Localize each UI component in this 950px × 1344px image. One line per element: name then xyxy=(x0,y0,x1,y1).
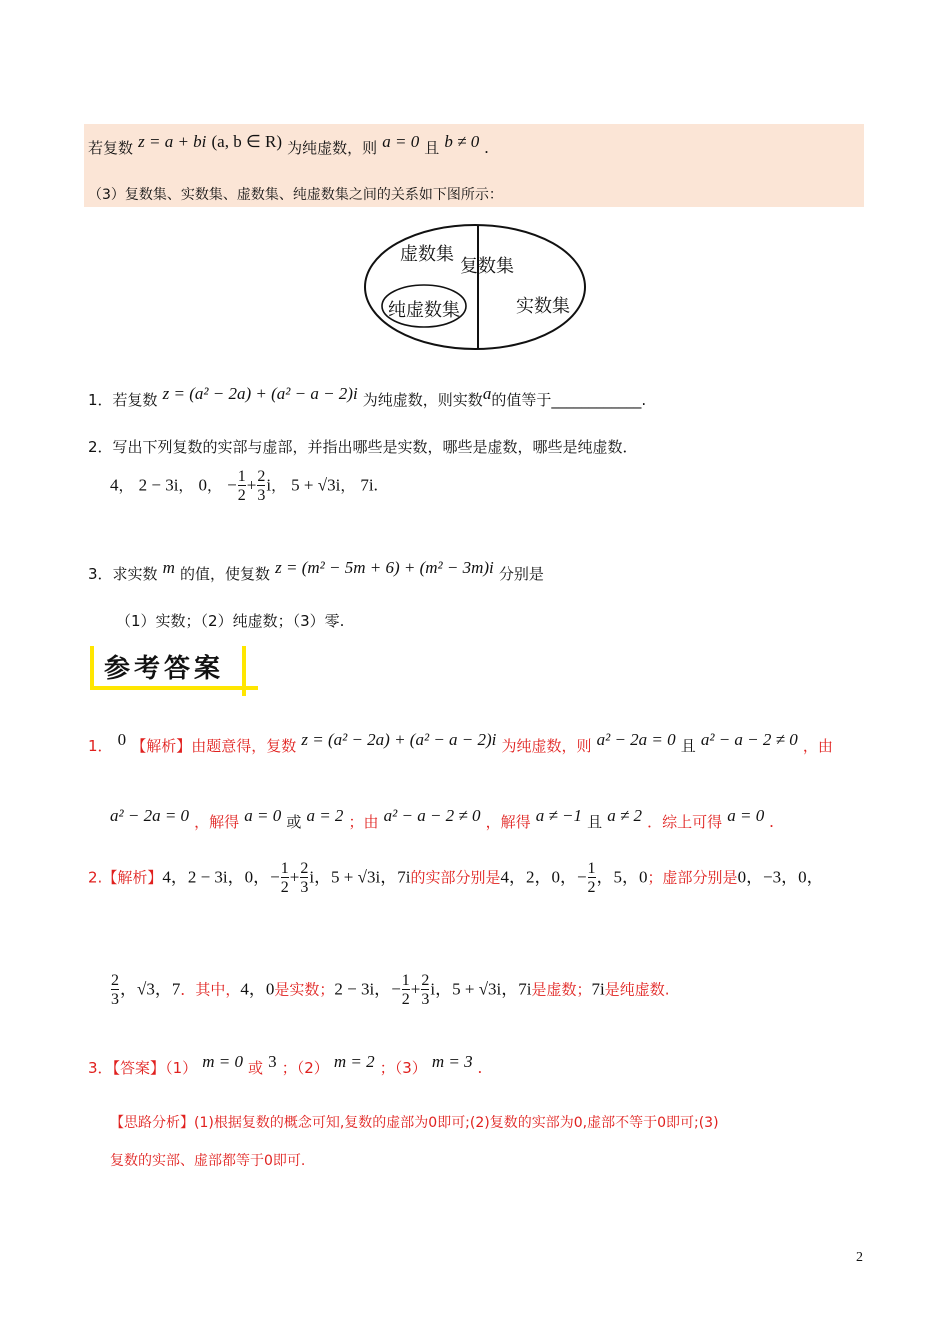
formula: b ≠ 0 xyxy=(444,132,480,151)
formula: 3 xyxy=(268,1052,277,1071)
formula: a = 0 xyxy=(382,132,420,151)
fraction: $\frac{2}{3}$ xyxy=(111,972,119,1008)
answer-text: 为纯虚数，则 xyxy=(501,737,592,755)
complex-number: 5 + √3i xyxy=(291,475,341,495)
answers-heading-box xyxy=(90,646,258,692)
question-2 xyxy=(88,436,638,457)
answer-2-line-2: $\frac{2}{3}$ ，√3，7．其中，4，0是实数；2 − 3i，− $\frac{1}{2}$ + $\frac{2}{3}$ i，5 + √3i，7i是虚数；7i是纯虚数. xyxy=(111,972,670,1008)
definition-text: 且 xyxy=(424,139,440,157)
answer-text: 是纯虚数. xyxy=(604,980,670,999)
formula: m = 2 xyxy=(333,1052,375,1071)
answer-number: 2. xyxy=(88,868,103,887)
real-set-label: 实数集 xyxy=(516,296,570,317)
question-1 xyxy=(88,384,646,410)
page-number: 2 xyxy=(856,1250,863,1265)
pure-imag-set-label: 纯虚数集 xyxy=(388,300,460,321)
answer-tag: 【解析】 xyxy=(131,737,192,755)
definition-text: 若复数 xyxy=(88,139,134,157)
answer-text: ，解得 xyxy=(194,813,240,831)
fraction: $\frac{1}{2}$ xyxy=(280,860,289,896)
answer-1-line-2 xyxy=(110,806,774,832)
complex-numbers: 4，2 − 3i，0， xyxy=(162,867,271,887)
answer-text: ；（2） xyxy=(281,1059,329,1077)
question-text: 为纯虚数，则实数 xyxy=(362,391,483,409)
complex-number: 0 xyxy=(198,475,208,495)
real-numbers: 4，0 xyxy=(240,979,275,999)
formula: a ≠ −1 xyxy=(535,806,583,825)
formula: a = 0 xyxy=(727,806,765,825)
formula: a xyxy=(482,384,492,403)
question-3-parts: （1）实数；（2）纯虚数；（3）零. xyxy=(116,612,345,630)
formula: a ≠ 2 xyxy=(607,806,643,825)
answer-3-analysis-1 xyxy=(110,1112,719,1132)
real-parts: ，5，0 xyxy=(596,867,648,887)
complex-number: 2 − 3i xyxy=(138,475,179,495)
real-parts: 4，2，0， xyxy=(500,867,577,887)
answer-text: 且 xyxy=(587,813,603,831)
answer-1-line-1 xyxy=(88,730,833,756)
imag-numbers: 2 − 3i， xyxy=(334,979,392,999)
answer-text: （1） xyxy=(165,1059,198,1077)
question-text: 写出下列复数的实部与虚部，并指出哪些是实数，哪些是虚数，哪些是纯虚数． xyxy=(112,438,638,456)
answer-text: 或 xyxy=(286,813,302,831)
complex-set-ellipse xyxy=(365,225,585,349)
fraction: $\frac{1}{2}$ xyxy=(401,972,410,1008)
set-diagram xyxy=(362,222,588,354)
answer-value: 0 xyxy=(117,730,127,749)
definition-text: . xyxy=(484,138,489,157)
fraction: $\frac{2}{3}$ xyxy=(300,860,309,896)
definition-line-1 xyxy=(88,132,489,158)
definition-text: 为纯虚数，则 xyxy=(287,139,378,157)
question-number: 2． xyxy=(88,438,113,456)
answer-text: . xyxy=(477,1058,482,1077)
question-text: 若复数 xyxy=(112,391,158,409)
answer-3-line-1 xyxy=(88,1052,482,1078)
formula: z = (m² − 5m + 6) + (m² − 3m)i xyxy=(275,558,494,577)
answer-text: ，由 xyxy=(802,737,833,755)
formula: z = (a² − 2a) + (a² − a − 2)i xyxy=(162,384,358,403)
formula: m xyxy=(162,558,175,577)
fraction: $\frac{2}{3}$ xyxy=(257,468,266,504)
question-text: 的值，使复数 xyxy=(180,565,271,583)
question-3 xyxy=(88,558,544,584)
answer-number: 3． xyxy=(88,1059,113,1077)
fraction: $\frac{1}{2}$ xyxy=(587,860,596,896)
answer-text: 或 xyxy=(248,1059,264,1077)
formula: a² − a − 2 ≠ 0 xyxy=(700,730,798,749)
pure-imag-number: 7i xyxy=(591,979,605,999)
formula-condition: (a, b ∈ R) xyxy=(211,132,283,151)
answer-tag: 【答案】 xyxy=(112,1059,166,1077)
answer-3-analysis-2: 复数的实部、虚部都等于0即可. xyxy=(110,1153,306,1169)
answer-tag: 【解析】 xyxy=(102,868,163,887)
answer-2-line-1: 2.【解析】4，2 − 3i，0，− $\frac{1}{2}$ + $\frac{2}{3}$ i，5 + √3i，7i的实部分别是4，2，0，− $\frac{1}{2}$ ，5，0；虚部分别是0，−3，0， xyxy=(88,860,824,896)
imag-parts: 0，−3，0， xyxy=(737,867,824,887)
imag-set-label: 虚数集 xyxy=(400,244,454,265)
answer-text: 的实部分别是 xyxy=(410,868,501,887)
complex-number: 4 xyxy=(110,475,119,495)
answer-text: ；（3） xyxy=(379,1059,427,1077)
question-number: 1． xyxy=(88,391,113,409)
complex-number: 7i xyxy=(360,475,374,495)
formula: a² − 2a = 0 xyxy=(596,730,676,749)
formula: m = 0 xyxy=(202,1052,243,1071)
answer-text: ．综上可得 xyxy=(647,813,723,831)
answer-number: 1． xyxy=(88,737,113,755)
formula: a = 0 xyxy=(244,806,282,825)
formula: a² − 2a = 0 xyxy=(110,806,190,825)
definition-line-2: （3）复数集、实数集、虚数集、纯虚数集之间的关系如下图所示： xyxy=(88,187,503,203)
answer-text: ；由 xyxy=(348,813,379,831)
answer-text: ；虚部分别是 xyxy=(647,868,738,887)
complex-set-label: 复数集 xyxy=(460,256,514,277)
fraction: $\frac{1}{2}$ xyxy=(237,468,246,504)
question-text: 求实数 xyxy=(112,565,158,583)
answer-text: ，解得 xyxy=(485,813,531,831)
formula: z = a + bi xyxy=(138,132,207,151)
answer-text: 且 xyxy=(680,737,696,755)
answer-text: ．其中， xyxy=(180,980,241,999)
answer-tag: 【思路分析】 xyxy=(110,1115,194,1131)
answer-text: 是虚数； xyxy=(531,980,592,999)
complex-numbers: ，5 + √3i，7i xyxy=(314,867,411,887)
imag-numbers: ，5 + √3i，7i xyxy=(435,979,532,999)
answer-text: 是实数； xyxy=(274,980,335,999)
formula: m = 3 xyxy=(431,1052,473,1071)
answer-text: 由题意得，复数 xyxy=(191,737,297,755)
question-text: 的值等于____________. xyxy=(491,391,647,409)
answers-heading: 参考答案 xyxy=(104,654,225,684)
question-text: 分别是 xyxy=(498,565,544,583)
formula: a² − a − 2 ≠ 0 xyxy=(383,806,481,825)
imag-parts: ，√3，7 xyxy=(120,979,181,999)
answer-text: . xyxy=(769,812,774,831)
question-number: 3． xyxy=(88,565,113,583)
question-2-items: 4， 2 − 3i， 0， − $\frac{1}{2}$ + $\frac{2}{3}$ i， 5 + √3i， 7i. xyxy=(110,468,378,504)
formula: z = (a² − 2a) + (a² − a − 2)i xyxy=(301,730,497,749)
formula: a = 2 xyxy=(306,806,344,825)
fraction: $\frac{2}{3}$ xyxy=(421,972,430,1008)
answer-text: (1)根据复数的概念可知,复数的虚部为0即可;(2)复数的实部为0,虚部不等于0即可;(3) xyxy=(194,1115,719,1131)
